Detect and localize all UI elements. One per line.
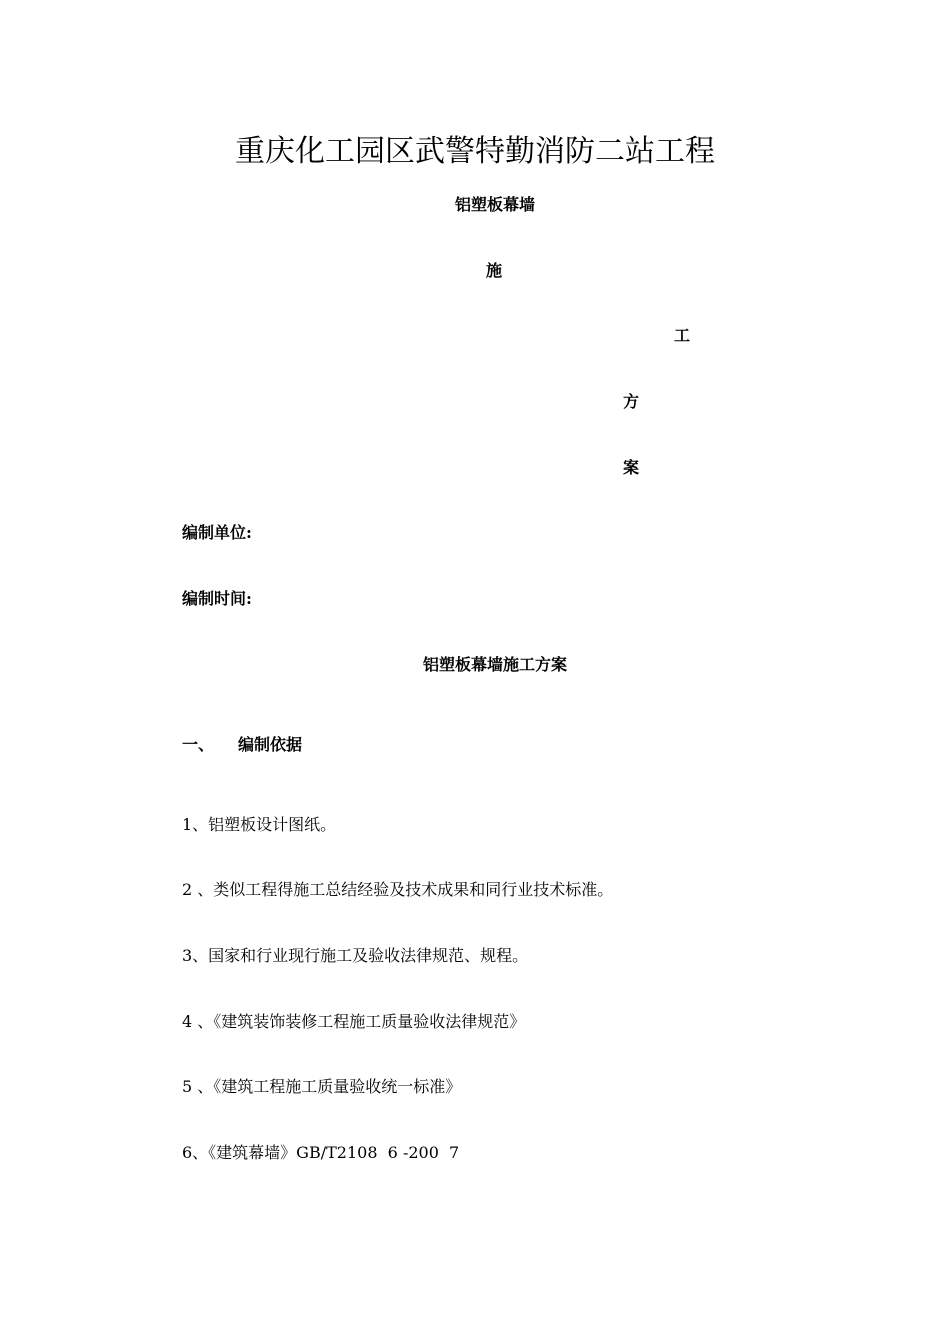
list-item: 2 、类似工程得施工总结经验及技术成果和同行业技术标准。: [182, 880, 614, 899]
section-number: 一、: [182, 735, 215, 754]
list-item: 5 、《建筑工程施工质量验收统一标准》: [182, 1077, 462, 1096]
vertical-char-2: 工: [674, 326, 691, 345]
list-item: 4 、《建筑装饰装修工程施工质量验收法律规范》: [182, 1012, 526, 1031]
compile-unit-label: 编制单位:: [182, 523, 252, 542]
section-title: 编制依据: [238, 735, 303, 754]
list-item: 1、铝塑板设计图纸。: [182, 815, 337, 834]
document-subtitle: 铝塑板幕墙: [454, 195, 535, 214]
vertical-char-4: 案: [623, 458, 640, 477]
list-item: 3、国家和行业现行施工及验收法律规范、规程。: [182, 946, 529, 965]
document-heading: 铝塑板幕墙施工方案: [422, 655, 567, 674]
vertical-char-1: 施: [486, 261, 503, 280]
list-item: 6、《建筑幕墙》GB/T2108 6 -200 7: [182, 1143, 460, 1162]
vertical-char-3: 方: [623, 392, 640, 411]
compile-time-label: 编制时间:: [182, 589, 252, 608]
document-title: 重庆化工园区武警特勤消防二站工程: [235, 134, 715, 169]
